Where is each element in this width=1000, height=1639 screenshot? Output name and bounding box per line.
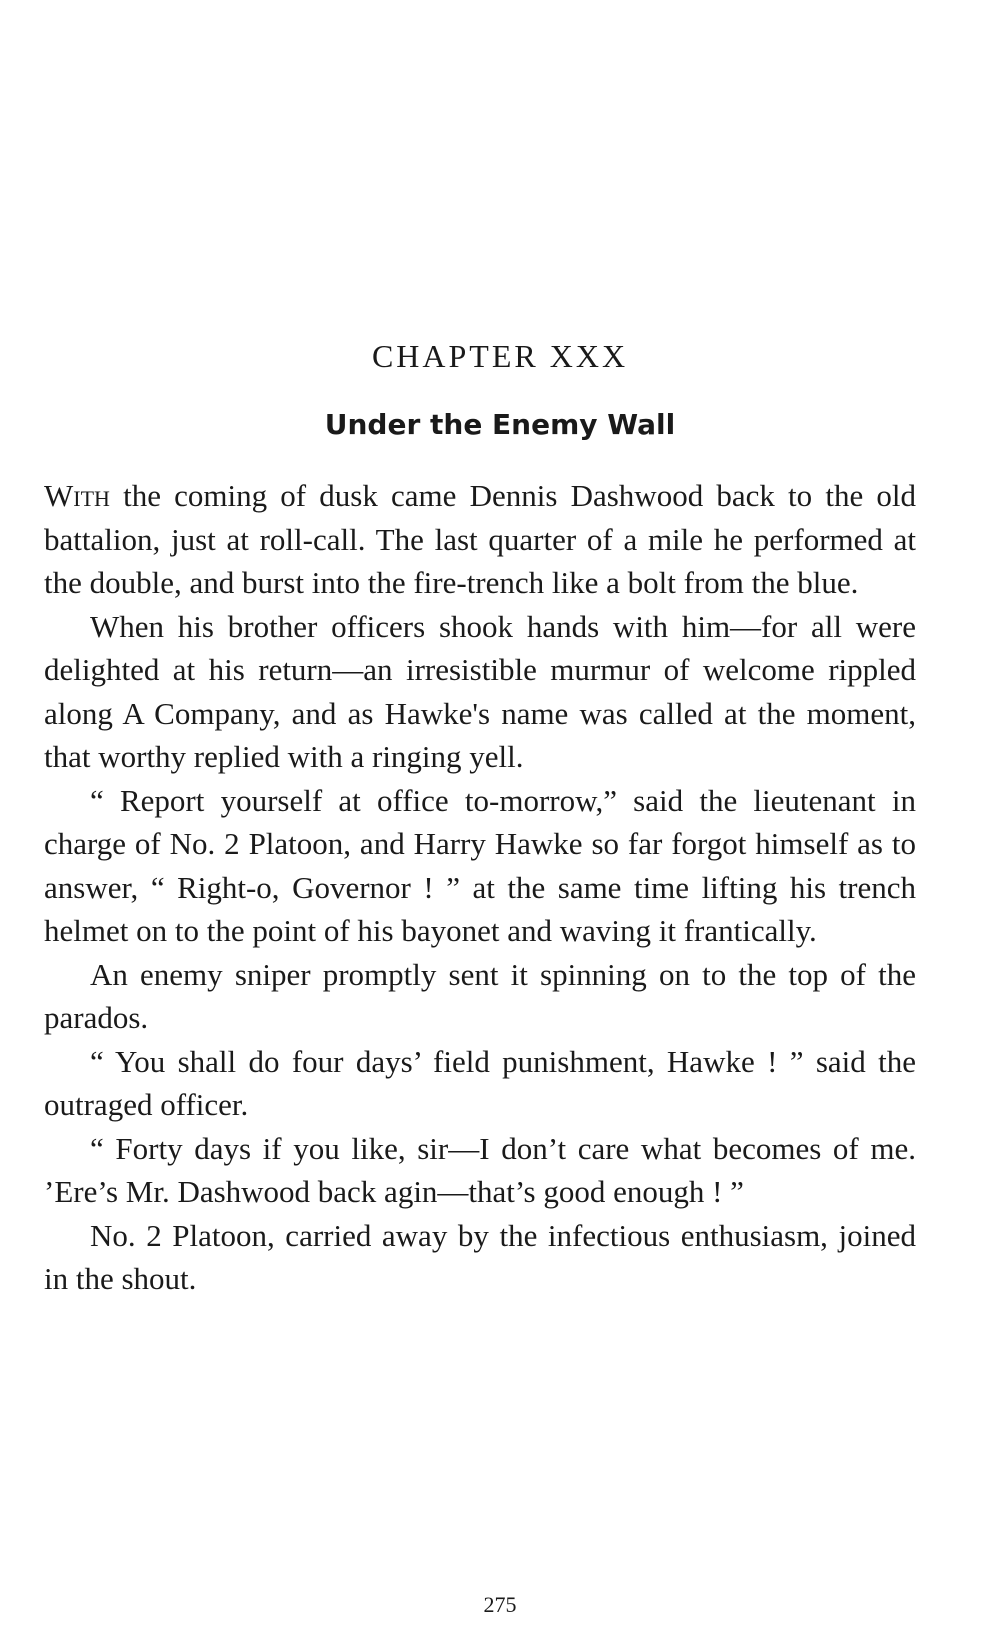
paragraph-7: No. 2 Platoon, carried away by the infectious enthusiasm, joined in the shout.: [44, 1217, 916, 1296]
paragraph-4: An enemy sniper promptly sent it spinning on to the top of the parados.: [44, 956, 916, 1035]
chapter-number: CHAPTER XXX: [371, 338, 629, 374]
paragraph-1: [44, 474, 916, 605]
paragraph-3: “ Report yourself at office to-morrow,” said the lieutenant in charge of No. 2 Platoon, and Harry Hawke so far forgot himself as to answer, “ Right-o, Governor ! ” at the same time lifting his trench helmet on to the point of his bayonet and waving it frantically.: [44, 782, 916, 948]
chapter-body: [44, 474, 916, 1301]
chapter-title: Under the Enemy Wall: [324, 408, 676, 441]
paragraph-2: When his brother officers shook hands with him—for all were delighted at his return—an irresistible murmur of welcome rippled along A Company, and as Hawke's name was called at the moment, that worthy replied with a ringing yell.: [44, 608, 916, 774]
paragraph-text: the coming of dusk came Dennis Dashwood back to the old battalion, just at roll-call. The last quarter of a mile he performed at the double, and burst into the fire-trench like a bolt from the blue.: [44, 478, 916, 600]
paragraph-6: “ Forty days if you like, sir—I don’t care what becomes of me. ’Ere’s Mr. Dashwood back agin—that’s good enough ! ”: [44, 1130, 916, 1209]
paragraph-lead-word: With: [44, 478, 110, 513]
page-number: 275: [483, 1592, 517, 1617]
paragraph-5: “ You shall do four days’ field punishment, Hawke ! ” said the outraged officer.: [44, 1043, 916, 1122]
